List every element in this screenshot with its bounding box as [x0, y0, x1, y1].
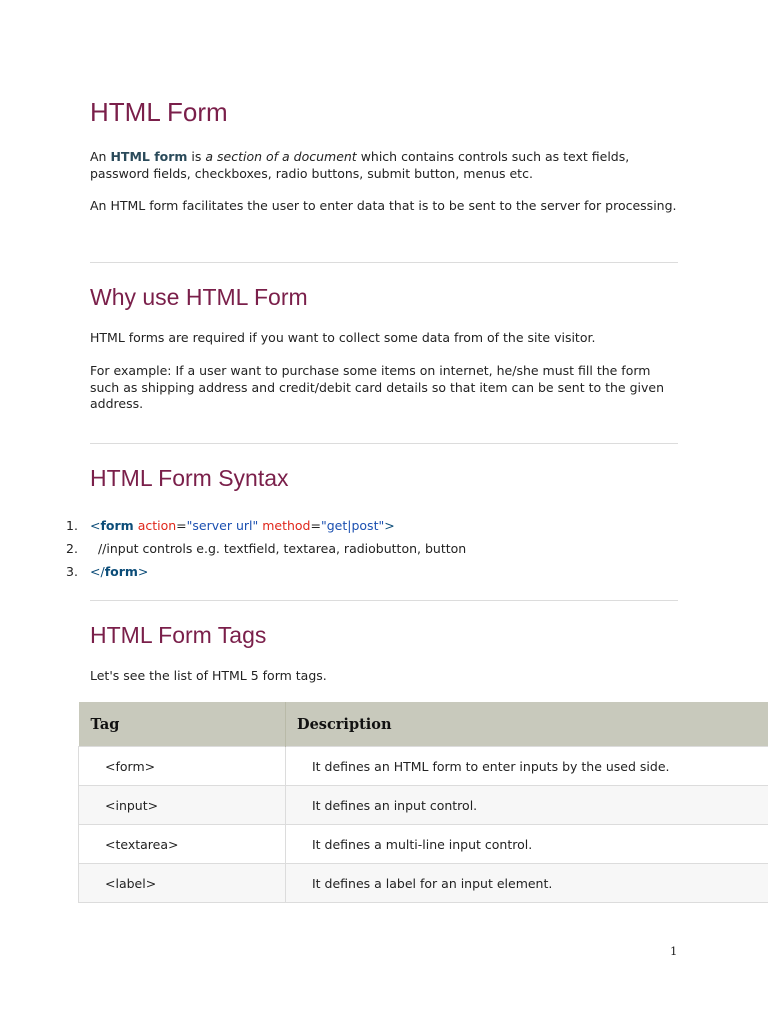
section-divider — [90, 600, 678, 601]
code-line-number: 1. — [66, 518, 78, 533]
code-bracket: </ — [90, 564, 105, 579]
table-header-row — [79, 702, 768, 747]
intro-prefix: An — [90, 149, 111, 164]
table-header-description: Description — [286, 702, 768, 747]
code-attribute: method — [262, 518, 311, 533]
intro-paragraph-2: An HTML form facilitates the user to enter data that is to be sent to the server for processing. — [90, 198, 677, 213]
code-equals: = — [176, 518, 187, 533]
table-row — [79, 786, 768, 825]
intro-keyword: HTML form — [110, 149, 188, 164]
table-cell-description: It defines an input control. — [286, 786, 768, 825]
tags-intro-paragraph: Let's see the list of HTML 5 form tags. — [90, 668, 327, 683]
table-cell-tag: <form> — [79, 747, 286, 786]
intro-emphasis: a section of a document — [205, 149, 357, 164]
code-line-1 — [66, 518, 395, 533]
table-cell-description: It defines a multi-line input control. — [286, 825, 768, 864]
page-number: 1 — [670, 944, 678, 958]
table-cell-tag: <label> — [79, 864, 286, 903]
intro-rest: which contains controls such as text fields, password fields, checkboxes, radio buttons, submit button, menus etc. — [90, 149, 630, 181]
code-bracket: < — [90, 518, 101, 533]
intro-mid: is — [187, 149, 206, 164]
code-line-number: 3. — [66, 564, 78, 579]
code-line-2 — [66, 541, 466, 556]
section-heading-tags: HTML Form Tags — [90, 622, 267, 648]
code-tag-name: form — [104, 564, 138, 579]
table-cell-tag: <input> — [79, 786, 286, 825]
code-line-number: 2. — [66, 541, 78, 556]
code-value: "get|post" — [320, 518, 385, 533]
table-header-tag: Tag — [79, 702, 286, 747]
why-paragraph-2: For example: If a user want to purchase some items on internet, he/she must fill the form such as shipping address and credit/debit card details so that item can be sent to the given address. — [90, 363, 664, 411]
code-bracket: > — [137, 564, 149, 579]
intro-paragraph-1 — [90, 149, 680, 182]
code-bracket: > — [384, 518, 395, 533]
form-tags-table — [78, 702, 768, 903]
table-cell-tag: <textarea> — [79, 825, 286, 864]
code-attribute: action — [137, 518, 177, 533]
table-cell-description: It defines an HTML form to enter inputs by the used side. — [286, 747, 768, 786]
section-divider — [90, 262, 678, 263]
table-row — [79, 864, 768, 903]
table-cell-description: It defines a label for an input element. — [286, 864, 768, 903]
section-heading-syntax: HTML Form Syntax — [90, 465, 289, 491]
section-heading-why: Why use HTML Form — [90, 284, 308, 310]
code-value: "server url" — [186, 518, 259, 533]
table-row — [79, 825, 768, 864]
section-divider — [90, 443, 678, 444]
code-line-3 — [66, 564, 148, 579]
code-equals: = — [310, 518, 321, 533]
code-comment: //input controls e.g. textfield, textarea, radiobutton, button — [90, 541, 467, 556]
code-tag-name: form — [100, 518, 134, 533]
why-paragraph-1: HTML forms are required if you want to collect some data from of the site visitor. — [90, 330, 596, 345]
table-row — [79, 747, 768, 786]
page-title: HTML Form — [90, 97, 228, 127]
